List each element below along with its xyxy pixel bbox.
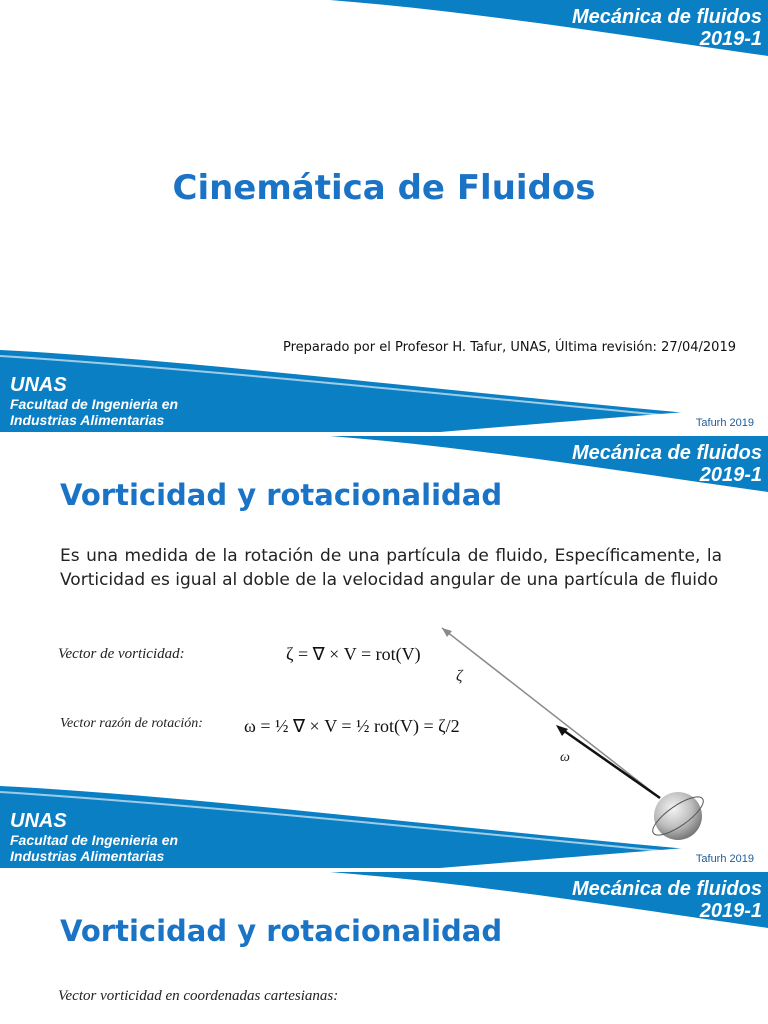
fluid-particle-sphere [654,792,702,840]
footer-org [10,374,178,428]
course-title [572,6,762,50]
slide-2 [0,436,768,868]
course-term: 2019-1 [699,900,762,922]
faculty-line-1: Facultad de Ingenieria en [10,832,179,848]
faculty-line-2: Industrias Alimentarias [10,412,165,428]
prepared-by-note: Preparado por el Profesor H. Tafur, UNAS, Última revisión: 27/04/2019 [283,340,736,355]
vorticity-equation: ζ = ∇ × V = rot(V) [286,644,421,664]
footer-credit: Tafurh 2019 [695,853,754,865]
faculty-line-1: Facultad de Ingenieria en [10,396,179,412]
footer-credit: Tafurh 2019 [695,417,754,429]
course-term: 2019-1 [699,28,762,50]
course-term: 2019-1 [699,464,762,486]
rotation-rate-label: Vector razón de rotación: [60,716,203,731]
course-name: Mecánica de fluidos [571,6,762,28]
slide-3 [0,872,768,1024]
org-name: UNAS [10,810,67,832]
slide-title: Cinemática de Fluidos [172,168,596,208]
faculty-line-2: Industrias Alimentarias [10,848,165,864]
course-title [572,878,762,922]
course-name: Mecánica de fluidos [571,442,762,464]
diagram-zeta-label: ζ [456,668,463,685]
slide-1 [0,0,768,432]
rotation-rate-equation: ω = ½ ∇ × V = ½ rot(V) = ζ/2 [244,716,460,736]
slide-1-decoration [0,0,768,432]
vorticity-label: Vector de vorticidad: [58,646,185,662]
slide-title: Vorticidad y rotacionalidad [60,914,503,948]
course-name: Mecánica de fluidos [571,878,762,900]
definition-paragraph: Es una medida de la rotación de una partícula de fluido, Específicamente, la Vorticidad es igual al doble de la velocidad angular de una partícula de fluido [60,546,722,590]
footer-org [10,810,178,864]
omega-vector-line [560,728,660,798]
cartesian-label: Vector vorticidad en coordenadas cartesianas: [58,988,339,1004]
zeta-vector-line [442,628,660,798]
slide-title: Vorticidad y rotacionalidad [60,478,503,512]
course-title [572,442,762,486]
diagram-omega-label: ω [560,750,570,765]
org-name: UNAS [10,374,67,396]
